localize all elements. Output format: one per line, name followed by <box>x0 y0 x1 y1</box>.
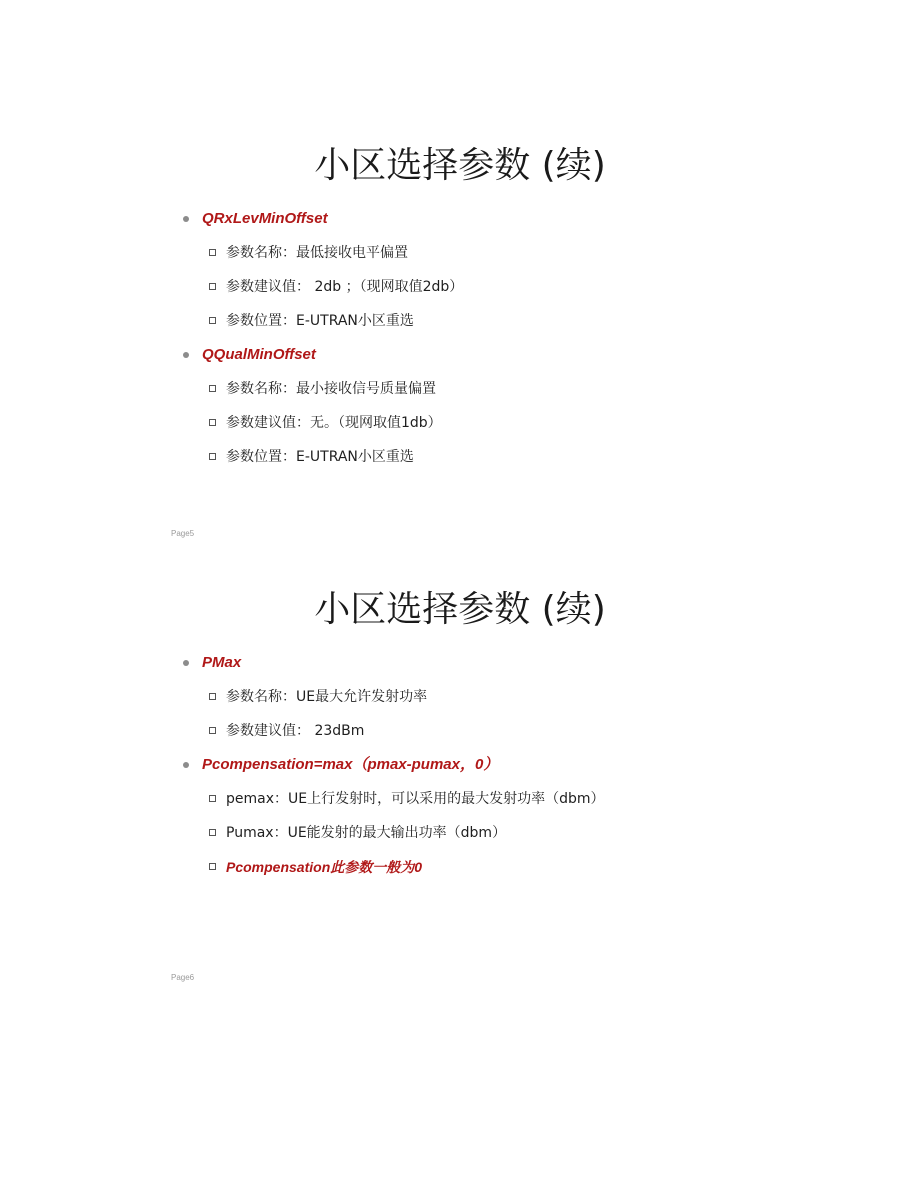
square-bullet-icon <box>209 829 216 836</box>
square-bullet-icon <box>209 419 216 426</box>
sub-bullet-item <box>0 714 920 748</box>
bullet-dot-icon <box>183 762 189 768</box>
sub-bullet-text: 参数位置：E-UTRAN小区重选 <box>226 449 414 465</box>
sub-bullet-item <box>0 270 920 304</box>
sub-bullet-text: 参数建议值：无。（现网取值1db） <box>226 415 442 431</box>
slide-title: 小区选择参数 (续) <box>314 589 606 630</box>
square-bullet-icon <box>209 453 216 460</box>
sub-bullet-text: pemax：UE上行发射时，可以采用的最大发射功率（dbm） <box>226 791 605 807</box>
bullet-label: PMax <box>202 654 242 671</box>
sub-bullet-item <box>0 680 920 714</box>
bullet-dot-icon <box>183 352 189 358</box>
slide-1 <box>0 140 920 474</box>
page-number: Page5 <box>171 529 195 538</box>
sub-bullet-item <box>0 406 920 440</box>
square-bullet-icon <box>209 795 216 802</box>
sub-bullet-text: 参数名称：UE最大允许发射功率 <box>226 689 428 705</box>
sub-bullet-text: 参数名称：最小接收信号质量偏置 <box>226 381 436 397</box>
square-bullet-icon <box>209 283 216 290</box>
sub-bullet-text: 参数建议值： 23dBm <box>226 723 365 739</box>
square-bullet-icon <box>209 249 216 256</box>
bullet-item <box>0 646 920 680</box>
sub-bullet-item <box>0 304 920 338</box>
bullet-item <box>0 338 920 372</box>
bullet-list <box>0 202 920 474</box>
slide-2 <box>0 584 920 884</box>
bullet-item <box>0 748 920 782</box>
square-bullet-icon <box>209 727 216 734</box>
bullet-label: QQualMinOffset <box>202 346 316 363</box>
bullet-label: QRxLevMinOffset <box>202 210 328 227</box>
sub-bullet-text: 参数建议值： 2db ；（现网取值2db） <box>226 279 464 295</box>
sub-bullet-item <box>0 440 920 474</box>
square-bullet-icon <box>209 317 216 324</box>
sub-bullet-text: Pcompensation此参数一般为0 <box>226 859 423 875</box>
square-bullet-icon <box>209 385 216 392</box>
bullet-item <box>0 202 920 236</box>
page-number: Page6 <box>171 973 195 982</box>
square-bullet-icon <box>209 693 216 700</box>
square-bullet-icon <box>209 863 216 870</box>
bullet-list <box>0 646 920 884</box>
sub-bullet-text: 参数名称：最低接收电平偏置 <box>226 245 408 261</box>
slide-title: 小区选择参数 (续) <box>314 145 606 186</box>
sub-bullet-item <box>0 236 920 270</box>
bullet-label: Pcompensation=max（pmax-pumax，0） <box>202 756 499 773</box>
sub-bullet-item-highlight <box>0 850 920 884</box>
sub-bullet-item <box>0 782 920 816</box>
sub-bullet-text: 参数位置：E-UTRAN小区重选 <box>226 313 414 329</box>
sub-bullet-item <box>0 372 920 406</box>
sub-bullet-item <box>0 816 920 850</box>
bullet-dot-icon <box>183 660 189 666</box>
bullet-dot-icon <box>183 216 189 222</box>
sub-bullet-text: Pumax：UE能发射的最大输出功率（dbm） <box>226 825 507 841</box>
